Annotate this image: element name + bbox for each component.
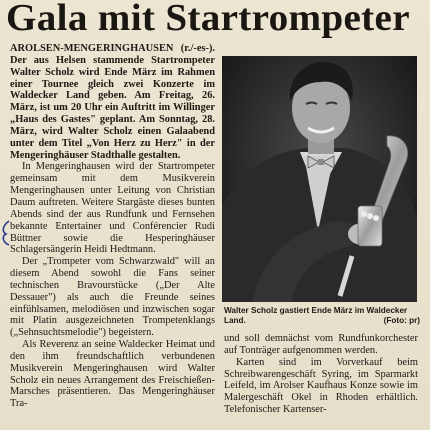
- lead-text: Der aus Helsen stammende Startrompeter Walter Scholz wird Ende März im Rahmen einer Tournee gleich zwei Konzerte im Waldecker Land geben. Am Freitag, 26. März, ist um 20 Uhr ein Auftritt im Willinger „Haus des Gastes" geplant. Am Sonntag, 28. März, wird Walter Scholz einen Galaabend unter dem Titel „Von Herz zu Herz" in der Mengeringhäuser Stadthalle gestalten.: [10, 54, 215, 161]
- portrait-with-trumpet-icon: [222, 56, 417, 302]
- photo-credit: (Foto: pr): [383, 316, 420, 325]
- article-right-column: [224, 333, 418, 416]
- article-left-column: [10, 43, 215, 410]
- headline: Gala mit Startrompeter: [6, 0, 410, 39]
- caption-text: Walter Scholz gastiert Ende März im Waldecker Land.: [224, 306, 408, 325]
- lead-paragraph: [10, 43, 215, 161]
- body-paragraph: und soll demnächst vom Rundfunkorchester auf Tonträger aufgenommen werden.: [224, 333, 418, 356]
- dateline: AROLSEN-MENGERINGHAUSEN (r./-es-).: [10, 43, 215, 54]
- body-paragraph: In Mengeringhausen wird der Startrompeter gemeinsam mit dem Musikverein Mengeringhausen unter Leitung von Christian Daum auftreten. Weitere Stargäste dieses bunten Abends sind der aus Rundfunk und Fernsehen bekannte Entertainer und Conférencier Rudi Büttner sowie die Hesperinghäuser Schlagersängerin Heidi Hedtmann.: [10, 161, 215, 256]
- photo-caption: [224, 306, 420, 326]
- pen-mark-icon: [0, 220, 12, 246]
- body-paragraph: Als Reverenz an seine Waldecker Heimat und den ihm freundschaftlich verbundenen Musikverein Mengeringhausen wird Walter Scholz ein neues Arrangement des Freischießen-Marsches präsentieren. Das Mengeringhäuser Tra-: [10, 339, 215, 410]
- body-paragraph: Der „Trompeter vom Schwarzwald" will an diesem Abend sowohl die Fans seiner technischen Bravourstücke („Der Alte Dessauer") als auch die Freunde seines einfühlsamen, melodiösen und inzwischen sogar mit Platin ausgezeichneten Trompetenklangs („Sehnsuchtsmelodie") begeistern.: [10, 256, 215, 339]
- portrait-photo: [222, 56, 417, 302]
- body-paragraph: Karten sind im Vorverkauf beim Schreibwarengeschäft Syring, im Sparmarkt Leifeld, im Arolser Kaufhaus Konze sowie im Malergeschäft Okel in Rhoden erhältlich. Telefonischer Kartenser-: [224, 356, 418, 416]
